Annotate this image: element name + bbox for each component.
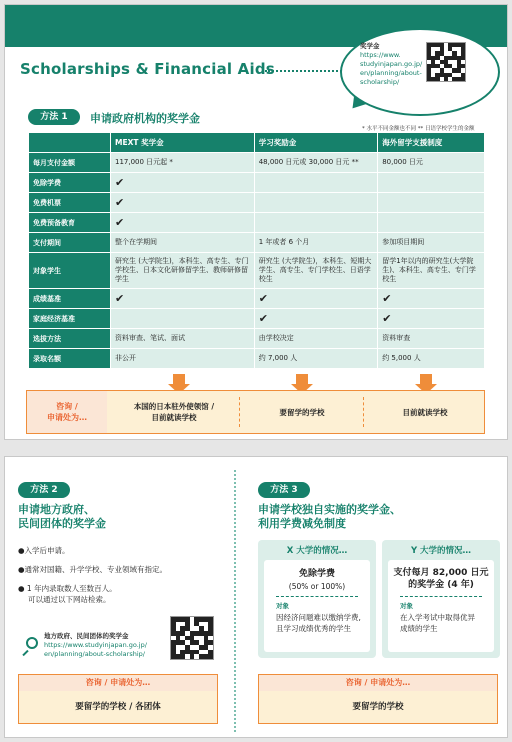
method2-apply-box <box>18 674 218 724</box>
y-university-card <box>382 540 500 658</box>
method3-heading-line: 利用学费减免制度 <box>258 517 346 530</box>
table-corner <box>29 133 111 153</box>
bullet-text: ●入学后申请。 <box>18 546 70 555</box>
check-icon: ✔ <box>254 309 377 329</box>
method2-heading-line: 民间团体的奖学金 <box>18 517 106 530</box>
y-card-target-line: 在入学考试中取得优异 <box>400 613 475 622</box>
page-title: Scholarships & Financial Aids <box>20 60 275 78</box>
table-cell <box>378 173 485 193</box>
method1-heading: 申请政府机构的奖学金 <box>90 112 200 125</box>
row-header: 每月支付金额 <box>29 153 111 173</box>
method2-link-url: https://www.studyinjapan.go.jp/ <box>44 641 147 649</box>
row-header: 免费预备教育 <box>29 213 111 233</box>
check-icon: ✔ <box>111 289 255 309</box>
y-card-benefit <box>388 567 494 591</box>
method2-link[interactable] <box>44 632 147 659</box>
method3-heading-line: 申请学校独自实施的奖学金、 <box>258 503 401 516</box>
table-cell <box>378 193 485 213</box>
column-header: MEXT 奖学金 <box>111 133 255 153</box>
apply-label-line: 咨询 / <box>56 402 78 411</box>
x-card-target-line: 且学习成绩优秀的学生 <box>276 624 351 633</box>
y-card-inner <box>388 560 494 652</box>
row-header: 家庭经济基准 <box>29 309 111 329</box>
table-cell: 参加项目期间 <box>378 233 485 253</box>
y-card-divider <box>400 596 482 597</box>
table-row <box>29 193 485 213</box>
x-university-card <box>258 540 376 658</box>
apply-cell <box>365 391 485 433</box>
x-card-title: X 大学的情况… <box>286 546 348 556</box>
table-header-row <box>29 133 485 153</box>
qr-code-icon[interactable] <box>170 616 214 660</box>
table-cell <box>254 193 377 213</box>
bubble-link-text[interactable] <box>360 42 432 87</box>
method3-apply-header: 咨询 / 申请处为… <box>259 675 497 691</box>
table-cell <box>254 173 377 193</box>
table-cell <box>378 213 485 233</box>
check-icon: ✔ <box>378 289 485 309</box>
x-card-target-label: 对象 <box>276 602 289 610</box>
y-card-benefit-line: 支付每月 82,000 日元 <box>393 568 489 578</box>
table-cell: 研究生 (大学院生)，本科生、高专生、专门学校生、日本文化研修留学生、教师研修留学生 <box>111 253 255 289</box>
apply-divider <box>363 397 364 427</box>
method2-link-label: 地方政府、民间团体的奖学金 <box>44 632 129 640</box>
apply-cell-line: 目前就读学校 <box>151 413 197 422</box>
method3-pill: 方法 3 <box>258 482 310 498</box>
apply-cell <box>241 391 363 433</box>
x-card-benefit-sub: (50% or 100%) <box>288 582 346 591</box>
row-header: 成绩基准 <box>29 289 111 309</box>
x-card-benefit: 免除学费 <box>298 569 335 579</box>
table-cell: 整个在学期间 <box>111 233 255 253</box>
x-card-divider <box>276 596 358 597</box>
bubble-url-line: scholarship/ <box>360 78 400 86</box>
method2-link-url: en/planning/about-scholarship/ <box>44 650 145 658</box>
bubble-link-label: 奖学金 <box>360 42 380 50</box>
bullet-text: ● 1 年内录取数人至数百人。 <box>18 584 117 593</box>
row-header: 支付期间 <box>29 233 111 253</box>
method2-heading <box>18 503 106 531</box>
x-card-inner <box>264 560 370 652</box>
check-icon: ✔ <box>254 289 377 309</box>
table-cell: 非公开 <box>111 349 255 369</box>
qr-code-icon[interactable] <box>426 42 466 82</box>
apply-cell-line: 要留学的学校 <box>279 407 325 417</box>
table-row <box>29 289 485 309</box>
row-header: 录取名额 <box>29 349 111 369</box>
table-row <box>29 329 485 349</box>
list-item <box>18 564 167 575</box>
table-cell: 由学校决定 <box>254 329 377 349</box>
table-cell: 资料审查 <box>378 329 485 349</box>
table-cell: 80,000 日元 <box>378 153 485 173</box>
y-card-target-label: 对象 <box>400 602 413 610</box>
method2-apply-body: 要留学的学校 / 各团体 <box>75 702 161 712</box>
table-cell <box>111 309 255 329</box>
column-divider <box>234 470 236 732</box>
amount-notes: * 水平不同金额也不同 ** 日语学校学生的金额 <box>362 126 475 132</box>
column-header: 学习奖励金 <box>254 133 377 153</box>
table-row <box>29 253 485 289</box>
table-cell: 117,000 日元起 * <box>111 153 255 173</box>
method3-apply-box <box>258 674 498 724</box>
table-cell: 约 7,000 人 <box>254 349 377 369</box>
column-header: 海外留学支援制度 <box>378 133 485 153</box>
method2-pill: 方法 2 <box>18 482 70 498</box>
table-row <box>29 173 485 193</box>
method1-pill: 方法 1 <box>28 109 80 125</box>
y-card-target <box>400 612 475 634</box>
table-row <box>29 213 485 233</box>
table-row <box>29 153 485 173</box>
check-icon: ✔ <box>111 213 255 233</box>
list-item <box>18 545 70 556</box>
apply-destination-row <box>26 390 485 434</box>
scholarship-table <box>28 132 485 369</box>
apply-label <box>27 391 107 433</box>
bullet-text: 可以通过以下网站检索。 <box>28 595 111 604</box>
x-card-target-line: 因经济问题难以缴纳学费, <box>276 613 361 622</box>
row-header: 免费机票 <box>29 193 111 213</box>
table-row <box>29 309 485 329</box>
check-icon: ✔ <box>111 173 255 193</box>
table-row <box>29 349 485 369</box>
apply-label-line: 申请处为… <box>47 413 87 422</box>
x-card-target <box>276 612 361 634</box>
bubble-url-line: en/planning/about- <box>360 69 422 77</box>
bubble-url-line: https://www. <box>360 51 401 59</box>
table-cell: 资料审查、笔试、面试 <box>111 329 255 349</box>
check-icon: ✔ <box>378 309 485 329</box>
y-card-benefit-line: 的奖学金 (4 年) <box>408 580 474 590</box>
table-cell <box>254 213 377 233</box>
table-cell: 约 5,000 人 <box>378 349 485 369</box>
y-card-target-line: 成绩的学生 <box>400 624 438 633</box>
table-cell: 48,000 日元或 30,000 日元 ** <box>254 153 377 173</box>
table-cell: 留学1年以内的研究生(大学院生)、本科生、高专生、专门学校生 <box>378 253 485 289</box>
apply-cell-line: 本国的日本驻外使领馆 / <box>133 402 215 411</box>
check-icon: ✔ <box>111 193 255 213</box>
table-cell: 研究生 (大学院生)，本科生、短期大学生、高专生、专门学校生、日语学校生 <box>254 253 377 289</box>
row-header: 对象学生 <box>29 253 111 289</box>
row-header: 免除学费 <box>29 173 111 193</box>
method2-heading-line: 申请地方政府、 <box>18 503 95 516</box>
y-card-title: Y 大学的情况… <box>410 546 472 556</box>
apply-cell <box>111 391 237 433</box>
method3-heading <box>258 503 401 531</box>
table-row <box>29 233 485 253</box>
table-cell: 1 年或者 6 个月 <box>254 233 377 253</box>
list-item <box>18 583 117 605</box>
bullet-text: ●通常对国籍、升学学校、专业领域有指定。 <box>18 565 168 574</box>
bubble-url-line: studyinjapan.go.jp/ <box>360 60 423 68</box>
apply-divider <box>239 397 240 427</box>
method3-apply-body: 要留学的学校 <box>352 702 404 712</box>
apply-cell-line: 目前就读学校 <box>402 407 448 417</box>
method2-apply-header: 咨询 / 申请处为… <box>19 675 217 691</box>
row-header: 选拔方法 <box>29 329 111 349</box>
